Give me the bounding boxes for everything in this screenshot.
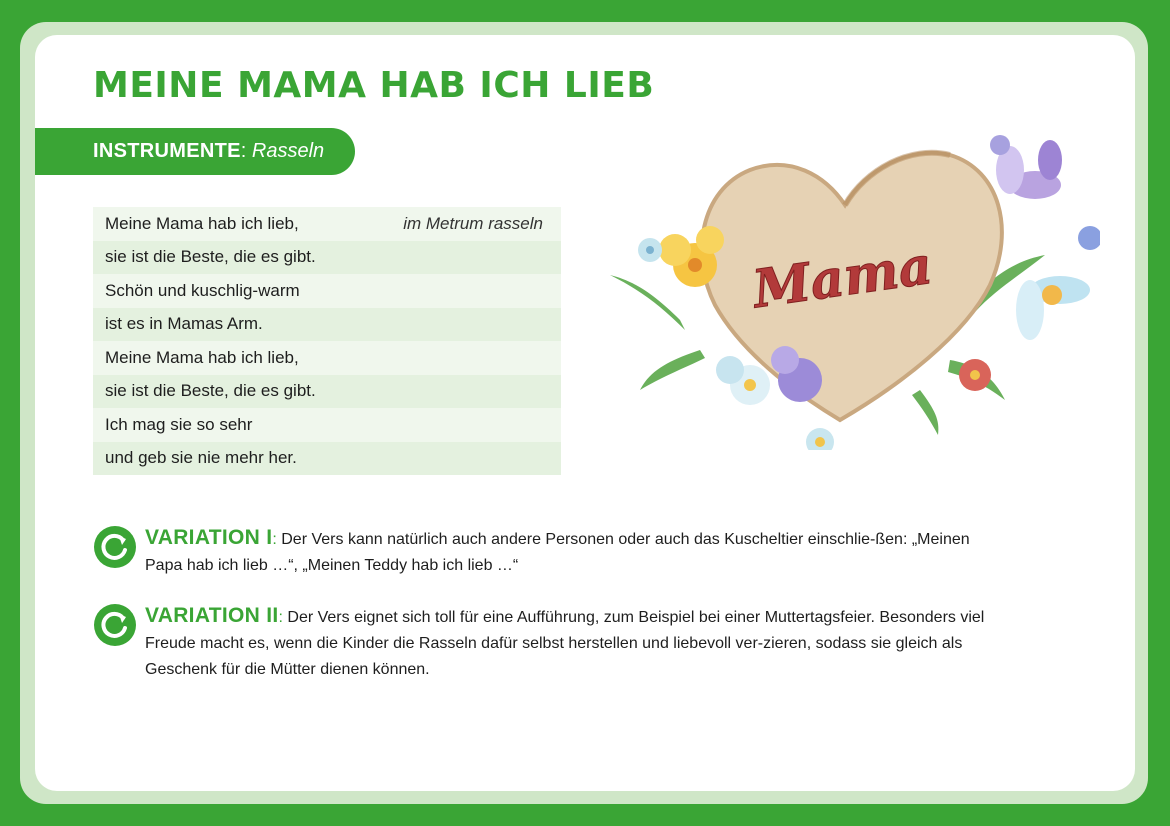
verse-row xyxy=(93,375,561,409)
verse-line: Meine Mama hab ich lieb, xyxy=(105,213,299,233)
variation-1-body: Der Vers kann natürlich auch andere Personen oder auch das Kuscheltier einschlie-ßen: „Meinen Papa hab ich lieb …“, „Meinen Teddy hab ich lieb …“ xyxy=(145,531,970,574)
refresh-icon xyxy=(93,603,137,647)
flower-red xyxy=(959,359,991,391)
verse-row xyxy=(93,274,561,308)
verse-row xyxy=(93,308,561,342)
song-card xyxy=(35,35,1135,791)
instruments-bar xyxy=(35,128,355,175)
verse-row xyxy=(93,341,561,375)
instruments-label: INSTRUMENTE xyxy=(93,140,241,162)
verse-line: Schön und kuschlig-warm xyxy=(105,280,300,300)
verse-line: sie ist die Beste, die es gibt. xyxy=(105,247,316,267)
flower-small-topleft xyxy=(638,238,662,262)
heart-text: Mama xyxy=(749,234,936,321)
instruments-value: Rasseln xyxy=(251,140,325,162)
verse-row xyxy=(93,241,561,275)
variation-2-body: Der Vers eignet sich toll für eine Aufführung, zum Beispiel bei einer Muttertagsfeier. Besonders viel Freude macht es, wenn die Kinder die Rasseln dafür selbst herstellen und liebevoll ver-zieren, sodass sie gleich als Geschenk für die Mütter dienen können. xyxy=(145,609,985,678)
verse-table xyxy=(93,207,561,475)
refresh-icon xyxy=(93,525,137,569)
verse-line: Meine Mama hab ich lieb, xyxy=(105,347,299,367)
verse-line: und geb sie nie mehr her. xyxy=(105,448,297,468)
page-title: MEINE MAMA HAB ICH LIEB xyxy=(93,65,655,106)
verse-line: sie ist die Beste, die es gibt. xyxy=(105,381,316,401)
verse-line: ist es in Mamas Arm. xyxy=(105,314,263,334)
variation-1-heading: VARIATION I xyxy=(145,526,273,549)
heart-flowers-illustration xyxy=(590,90,1100,450)
verse-row xyxy=(93,442,561,476)
verse-row xyxy=(93,408,561,442)
flower-blue-right xyxy=(1016,276,1090,340)
flower-small-blue-bottom xyxy=(806,428,834,450)
instruments-separator: : xyxy=(240,140,247,162)
variation-2-heading: VARIATION II xyxy=(145,604,279,627)
variation-2-text: VARIATION II: Der Vers eignet sich toll für eine Aufführung, zum Beispiel bei einer Muttertagsfeier. Besonders viel Freude macht es, wenn die Kinder die Rasseln dafür selbst herstellen und liebevoll ver-zieren, sodass sie gleich als Geschenk für die Mütter dienen können. xyxy=(145,604,985,678)
verse-note: im Metrum rasseln xyxy=(403,213,543,233)
variation-1-text: VARIATION I: Der Vers kann natürlich auch andere Personen oder auch das Kuscheltier einschlie-ßen: „Meinen Papa hab ich lieb …“, „Meinen Teddy hab ich lieb …“ xyxy=(145,526,970,574)
verse-row xyxy=(93,207,561,241)
verse-line: Ich mag sie so sehr xyxy=(105,414,253,434)
